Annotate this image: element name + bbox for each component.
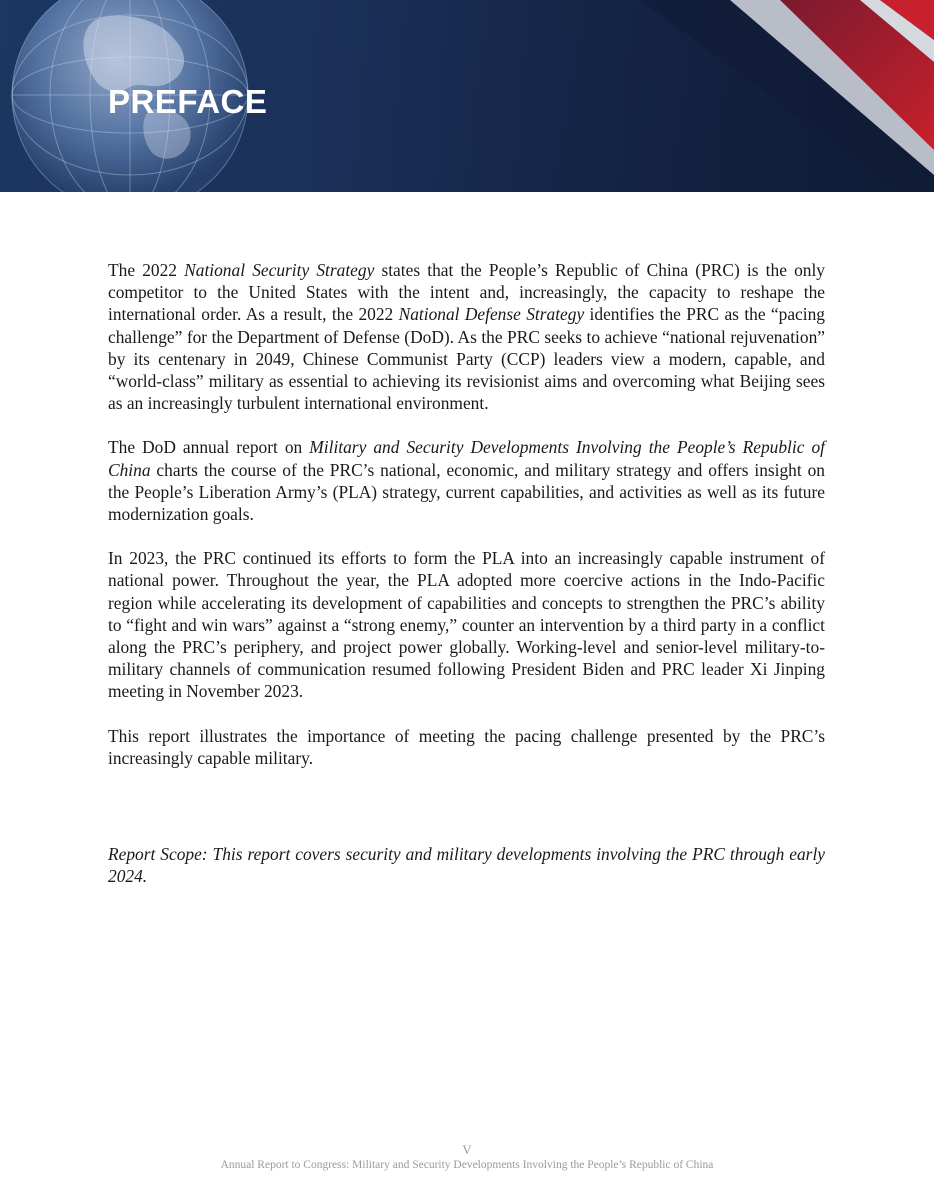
page-footer xyxy=(0,1142,934,1173)
page-number: V xyxy=(462,1142,472,1157)
paragraph: In 2023, the PRC continued its efforts to form the PLA into an increasingly capable instrument of national power. Throughout the year, the PLA adopted more coercive actions in the Indo-Pacific region while accelerating its development of capabilities and concepts to strengthen the PRC’s ability to “fight and win wars” against a “strong enemy,” counter an intervention by a third party in a conflict along the PRC’s periphery, and project power globally. Working-level and senior-level military-to-military channels of communication resumed following President Biden and PRC leader Xi Jinping meeting in November 2023. xyxy=(108,548,825,702)
paragraph: The 2022 National Security Strategy states that the People’s Republic of China (PRC) is the only competitor to the United States with the intent and, increasingly, the capacity to reshape the international order. As a result, the 2022 National Defense Strategy identifies the PRC as the “pacing challenge” for the Department of Defense (DoD). As the PRC seeks to achieve “national rejuvenation” by its centenary in 2049, Chinese Communist Party (CCP) leaders view a modern, capable, and “world-class” military as essential to achieving its revisionist aims and overcoming what Beijing sees as an increasingly turbulent international environment. xyxy=(108,260,826,414)
report-scope: Report Scope: This report covers security and military developments involving the PRC through early 2024. xyxy=(108,844,825,887)
paragraph: This report illustrates the importance of meeting the pacing challenge presented by the PRC’s increasingly capable military. xyxy=(108,725,825,768)
running-title: Annual Report to Congress: Military and Security Developments Involving the People’s Republic of China xyxy=(220,1159,714,1171)
body-text xyxy=(108,259,825,909)
page-title: PREFACE xyxy=(108,83,268,120)
header-banner xyxy=(0,0,934,192)
paragraph: The DoD annual report on Military and Security Developments Involving the People’s Republic of China charts the course of the PRC’s national, economic, and military strategy and offers insight on the People’s Liberation Army’s (PLA) strategy, current capabilities, and activities as well as its future modernization goals. xyxy=(108,437,825,525)
